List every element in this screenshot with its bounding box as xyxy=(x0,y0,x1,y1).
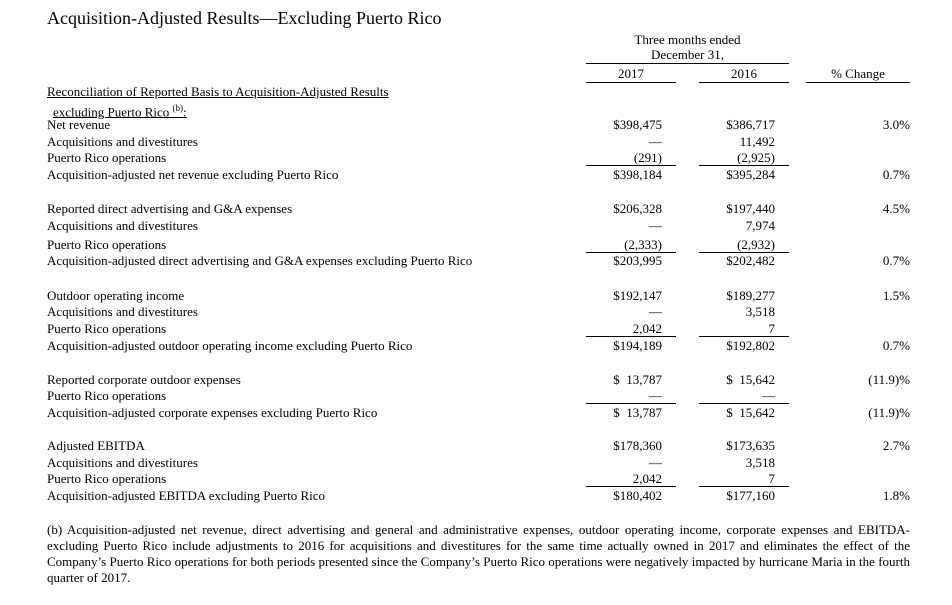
value-2016: — xyxy=(762,388,775,403)
reconciliation-title-line2: excluding Puerto Rico xyxy=(53,104,170,120)
row-label: Acquisition-adjusted EBITDA excluding Puerto Rico xyxy=(47,488,326,503)
table-row xyxy=(0,217,952,234)
value-change: 3.0% xyxy=(882,117,910,132)
column-header-2016: 2016 xyxy=(731,66,757,81)
reconciliation-title-line1: Reconciliation of Reported Basis to Acquisition-Adjusted Results xyxy=(47,84,389,99)
footnote-marker: (b) xyxy=(172,103,184,113)
value-2017: (2,333) xyxy=(624,237,662,252)
table-row xyxy=(0,470,952,487)
value-change: (11.9)% xyxy=(868,405,910,420)
value-2016: 7 xyxy=(768,321,775,336)
row-label: Acquisitions and divestitures xyxy=(47,218,198,233)
period-header xyxy=(586,32,789,62)
value-change: 0.7% xyxy=(882,338,910,353)
table-row xyxy=(0,404,952,421)
table-row xyxy=(0,437,952,454)
value-change: 0.7% xyxy=(882,167,910,182)
value-2017: — xyxy=(649,218,662,233)
value-change: 1.5% xyxy=(882,288,910,303)
period-header-line1: Three months ended xyxy=(634,32,741,47)
value-change: (11.9)% xyxy=(868,372,910,387)
value-2016: (2,932) xyxy=(737,237,775,252)
value-2017: $398,475 xyxy=(613,117,662,132)
footnote-b: (b) Acquisition-adjusted net revenue, direct advertising and general and administrative expenses, outdoor operating income, corporate expenses and EBITDA-excluding Puerto Rico include adjustments to 2016 for acquisitions and divestitures for the same time actually owned in 2017 and eliminates the effect of the Company’s Puerto Rico operations for both periods presented since the Company’s Puerto Rico operations were negatively impacted by hurricane Maria in the fourth quarter of 2017. xyxy=(47,522,910,585)
document-title: Acquisition-Adjusted Results—Excluding Puerto Rico xyxy=(47,8,442,28)
row-label: Acquisitions and divestitures xyxy=(47,455,198,470)
row-label: Reported direct advertising and G&A expenses xyxy=(47,201,293,216)
value-2016: $173,635 xyxy=(726,438,775,453)
row-label: Puerto Rico operations xyxy=(47,237,167,252)
value-2016: 11,492 xyxy=(739,134,775,149)
period-header-rule xyxy=(586,63,789,64)
value-change: 1.8% xyxy=(882,488,910,503)
value-2017: $192,147 xyxy=(613,288,662,303)
value-change: 2.7% xyxy=(882,438,910,453)
value-2016: $177,160 xyxy=(726,488,775,503)
value-2017: — xyxy=(649,388,662,403)
table-row xyxy=(0,166,952,183)
table-row xyxy=(0,454,952,471)
value-2017: $203,995 xyxy=(613,253,662,268)
value-2016: 7,974 xyxy=(745,218,775,233)
row-label: Puerto Rico operations xyxy=(47,150,167,165)
value-2017: 2,042 xyxy=(632,471,662,486)
row-label: Puerto Rico operations xyxy=(47,471,167,486)
column-header-2016-rule xyxy=(699,82,789,83)
value-2016: $386,717 xyxy=(726,117,775,132)
table-row xyxy=(0,252,952,269)
row-label: Acquisition-adjusted direct advertising and G&A expenses excluding Puerto Rico xyxy=(47,253,473,268)
table-row xyxy=(0,200,952,217)
table-row xyxy=(0,133,952,150)
value-2017: $398,184 xyxy=(613,167,662,182)
value-2017: $ 13,787 xyxy=(613,372,662,387)
reconciliation-title-colon: : xyxy=(183,104,187,120)
table-row xyxy=(0,116,952,133)
value-2017: $178,360 xyxy=(613,438,662,453)
value-2016: $202,482 xyxy=(726,253,775,268)
row-label: Puerto Rico operations xyxy=(47,321,167,336)
table-row xyxy=(0,371,952,388)
value-2016: $192,802 xyxy=(726,338,775,353)
period-header-line2: December 31, xyxy=(651,47,724,62)
row-label: Adjusted EBITDA xyxy=(47,438,145,453)
reconciliation-title xyxy=(47,83,430,120)
row-label: Puerto Rico operations xyxy=(47,388,167,403)
value-2016: $ 15,642 xyxy=(726,405,775,420)
row-label: Net revenue xyxy=(47,117,111,132)
row-label: Acquisition-adjusted outdoor operating income excluding Puerto Rico xyxy=(47,338,413,353)
value-2017: — xyxy=(649,455,662,470)
value-change: 4.5% xyxy=(882,201,910,216)
value-2016: 3,518 xyxy=(745,304,775,319)
value-2017: — xyxy=(649,134,662,149)
value-change: 0.7% xyxy=(882,253,910,268)
value-2016: $395,284 xyxy=(726,167,775,182)
value-2017: (291) xyxy=(633,150,662,165)
value-2017: — xyxy=(649,304,662,319)
value-2016: $ 15,642 xyxy=(726,372,775,387)
row-label: Acquisitions and divestitures xyxy=(47,134,198,149)
row-label: Reported corporate outdoor expenses xyxy=(47,372,241,387)
value-2016: (2,925) xyxy=(737,150,775,165)
table-row xyxy=(0,287,952,304)
row-label: Acquisition-adjusted corporate expenses excluding Puerto Rico xyxy=(47,405,378,420)
value-2017: $180,402 xyxy=(613,488,662,503)
table-row xyxy=(0,337,952,354)
value-2017: $206,328 xyxy=(613,201,662,216)
column-header-2017-rule xyxy=(586,82,676,83)
value-2016: 3,518 xyxy=(745,455,775,470)
table-row xyxy=(0,236,952,253)
table-row xyxy=(0,320,952,337)
column-header-2017: 2017 xyxy=(618,66,644,81)
value-2017: $194,189 xyxy=(613,338,662,353)
table-row xyxy=(0,487,952,504)
value-2016: $197,440 xyxy=(726,201,775,216)
value-2016: $189,277 xyxy=(726,288,775,303)
table-row xyxy=(0,149,952,166)
row-label: Acquisition-adjusted net revenue excluding Puerto Rico xyxy=(47,167,339,182)
row-label: Acquisitions and divestitures xyxy=(47,304,198,319)
column-header-change: % Change xyxy=(831,66,885,81)
value-2017: $ 13,787 xyxy=(613,405,662,420)
value-2016: 7 xyxy=(768,471,775,486)
column-header-change-rule xyxy=(806,82,910,83)
row-label: Outdoor operating income xyxy=(47,288,185,303)
value-2017: 2,042 xyxy=(632,321,662,336)
table-row xyxy=(0,303,952,320)
table-row xyxy=(0,387,952,404)
